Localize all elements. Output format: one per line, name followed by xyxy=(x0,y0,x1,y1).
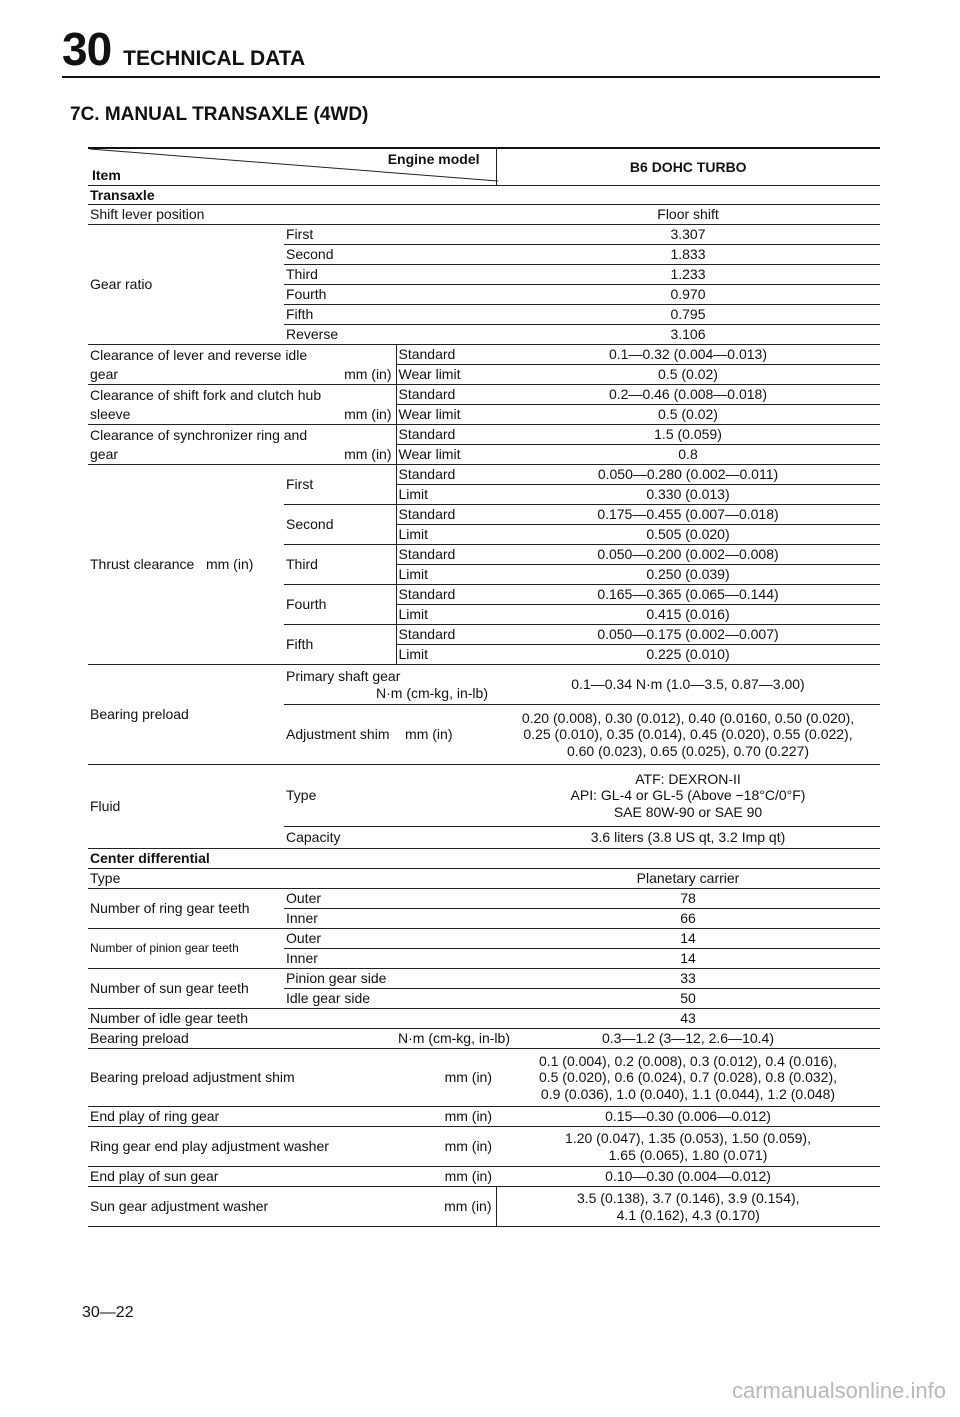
clearance-row xyxy=(88,345,880,365)
adjustment-shim-unit: mm (in) xyxy=(405,726,453,743)
fluid-capacity-label: Capacity xyxy=(284,827,496,849)
thrust-standard-value: 0.050—0.200 (0.002—0.008) xyxy=(496,545,880,565)
gear-ratio-value: 1.233 xyxy=(496,265,880,285)
end-play-ring-unit: mm (in) xyxy=(396,1107,496,1127)
table-row xyxy=(88,1127,880,1167)
shift-lever-label: Shift lever position xyxy=(88,205,496,225)
ring-washer-unit: mm (in) xyxy=(396,1127,496,1167)
clearance-limit-label: Wear limit xyxy=(396,405,496,425)
table-row xyxy=(88,1187,880,1227)
clearance-label-line2: sleeve xyxy=(88,405,284,425)
section-row-center-differential xyxy=(88,849,880,869)
ring-washer-line: 1.65 (0.065), 1.80 (0.071) xyxy=(608,1146,768,1163)
sun-pinion-side-value: 33 xyxy=(496,969,880,989)
clearance-label: Clearance of shift fork and clutch hub xyxy=(88,385,396,405)
bp-shim-line: 0.9 (0.036), 1.0 (0.040), 1.1 (0.044), 1.2 (0.048) xyxy=(540,1085,836,1102)
thrust-limit-value: 0.415 (0.016) xyxy=(496,605,880,625)
header-engine-value: B6 DOHC TURBO xyxy=(496,148,880,186)
clearance-limit-label: Wear limit xyxy=(396,445,496,465)
chapter-title: TECHNICAL DATA xyxy=(123,47,306,70)
thrust-limit-label: Limit xyxy=(396,485,496,505)
sun-teeth-label: Number of sun gear teeth xyxy=(88,969,284,1009)
end-play-sun-value: 0.10—0.30 (0.004—0.012) xyxy=(496,1167,880,1187)
pinion-inner-label: Inner xyxy=(284,949,496,969)
header-item: Item xyxy=(92,166,121,183)
cd-type-label: Type xyxy=(88,869,496,889)
thrust-standard-value: 0.050—0.175 (0.002—0.007) xyxy=(496,625,880,645)
thrust-row xyxy=(88,465,880,485)
sun-washer-values xyxy=(496,1187,880,1227)
gear-ratio-value: 1.833 xyxy=(496,245,880,265)
spec-table xyxy=(88,147,880,1227)
thrust-standard-value: 0.175—0.455 (0.007—0.018) xyxy=(496,505,880,525)
table-row xyxy=(88,1029,880,1049)
idle-teeth-label: Number of idle gear teeth xyxy=(88,1009,496,1029)
thrust-limit-value: 0.225 (0.010) xyxy=(496,645,880,665)
clearance-standard-label: Standard xyxy=(396,425,496,445)
sun-washer-line: 3.5 (0.138), 3.7 (0.146), 3.9 (0.154), xyxy=(576,1190,800,1207)
adjustment-shim-cell xyxy=(284,705,496,765)
thrust-gear: First xyxy=(284,465,396,505)
shift-lever-value: Floor shift xyxy=(496,205,880,225)
fluid-type-line: API: GL-4 or GL-5 (Above −18°C/0°F) xyxy=(570,787,806,804)
thrust-standard-label: Standard xyxy=(396,505,496,525)
gear-ratio-gear: Reverse xyxy=(284,325,496,345)
gear-ratio-value: 3.307 xyxy=(496,225,880,245)
thrust-limit-value: 0.250 (0.039) xyxy=(496,565,880,585)
thrust-unit: mm (in) xyxy=(205,556,254,573)
clearance-row xyxy=(88,445,880,465)
end-play-sun-label: End play of sun gear xyxy=(88,1167,396,1187)
primary-shaft-cell xyxy=(284,665,496,705)
ring-outer-label: Outer xyxy=(284,889,496,909)
thrust-standard-label: Standard xyxy=(396,545,496,565)
page-number: 30—22 xyxy=(82,1304,134,1321)
thrust-limit-label: Limit xyxy=(396,525,496,545)
ring-outer-value: 78 xyxy=(496,889,880,909)
table-row xyxy=(88,1167,880,1187)
thrust-standard-value: 0.165—0.365 (0.065—0.144) xyxy=(496,585,880,605)
thrust-limit-label: Limit xyxy=(396,565,496,585)
sun-washer-label: Sun gear adjustment washer xyxy=(88,1187,396,1227)
primary-shaft-value: 0.1—0.34 N·m (1.0—3.5, 0.87—3.00) xyxy=(496,665,880,705)
clearance-standard-value: 0.2—0.46 (0.008—0.018) xyxy=(496,385,880,405)
adjustment-shim-values xyxy=(496,705,880,765)
table-row xyxy=(88,205,880,225)
thrust-limit-value: 0.505 (0.020) xyxy=(496,525,880,545)
table-row xyxy=(88,929,880,949)
header-diagonal-cell xyxy=(88,148,496,186)
clearance-row xyxy=(88,425,880,445)
thrust-standard-value: 0.050—0.280 (0.002—0.011) xyxy=(496,465,880,485)
clearance-limit-value: 0.5 (0.02) xyxy=(496,405,880,425)
thrust-gear: Second xyxy=(284,505,396,545)
ring-washer-label: Ring gear end play adjustment washer xyxy=(88,1127,396,1167)
clearance-row xyxy=(88,405,880,425)
spec-table-wrapper xyxy=(88,147,880,1227)
ring-inner-label: Inner xyxy=(284,909,496,929)
table-row xyxy=(88,869,880,889)
thrust-label-cell xyxy=(88,465,284,665)
bp-shim-label: Bearing preload adjustment shim xyxy=(88,1049,396,1107)
gear-ratio-gear: Fifth xyxy=(284,305,496,325)
pinion-teeth-label: Number of pinion gear teeth xyxy=(88,929,284,969)
clearance-limit-label: Wear limit xyxy=(396,365,496,385)
clearance-limit-value: 0.8 xyxy=(496,445,880,465)
gear-ratio-gear: Fourth xyxy=(284,285,496,305)
thrust-standard-label: Standard xyxy=(396,465,496,485)
fluid-label: Fluid xyxy=(88,765,284,849)
end-play-ring-value: 0.15—0.30 (0.006—0.012) xyxy=(496,1107,880,1127)
end-play-ring-label: End play of ring gear xyxy=(88,1107,396,1127)
cd-bearing-preload-label: Bearing preload xyxy=(88,1029,396,1049)
thrust-limit-label: Limit xyxy=(396,645,496,665)
sun-pinion-side-label: Pinion gear side xyxy=(284,969,496,989)
sun-washer-line: 4.1 (0.162), 4.3 (0.170) xyxy=(616,1206,760,1223)
table-row xyxy=(88,1009,880,1029)
ring-washer-values xyxy=(496,1127,880,1167)
gear-ratio-value: 0.795 xyxy=(496,305,880,325)
primary-shaft-line1: Primary shaft gear xyxy=(286,668,401,685)
header-rule xyxy=(62,76,880,78)
bp-shim-line: 0.1 (0.004), 0.2 (0.008), 0.3 (0.012), 0.4 (0.016), xyxy=(538,1053,838,1070)
ring-inner-value: 66 xyxy=(496,909,880,929)
bearing-preload-label: Bearing preload xyxy=(88,665,284,765)
bearing-preload-row xyxy=(88,665,880,705)
gear-ratio-value: 0.970 xyxy=(496,285,880,305)
clearance-label-line2: gear xyxy=(88,365,284,385)
gear-ratio-gear: Second xyxy=(284,245,496,265)
gear-ratio-gear: First xyxy=(284,225,496,245)
fluid-capacity-value: 3.6 liters (3.8 US qt, 3.2 Imp qt) xyxy=(496,827,880,849)
end-play-sun-unit: mm (in) xyxy=(396,1167,496,1187)
thrust-gear: Third xyxy=(284,545,396,585)
cd-type-value: Planetary carrier xyxy=(496,869,880,889)
thrust-standard-label: Standard xyxy=(396,585,496,605)
ring-washer-line: 1.20 (0.047), 1.35 (0.053), 1.50 (0.059), xyxy=(565,1130,811,1147)
table-row xyxy=(88,1049,880,1107)
clearance-unit: mm (in) xyxy=(284,405,396,425)
ring-gear-teeth-label: Number of ring gear teeth xyxy=(88,889,284,929)
adjustment-shim-label: Adjustment shim xyxy=(286,726,390,743)
section-title: 7C. MANUAL TRANSAXLE (4WD) xyxy=(70,104,369,125)
fluid-type-line: ATF: DEXRON-II xyxy=(635,771,741,788)
thrust-standard-label: Standard xyxy=(396,625,496,645)
thrust-label: Thrust clearance xyxy=(90,556,195,573)
section-label-center-differential: Center differential xyxy=(88,849,880,869)
fluid-type-label: Type xyxy=(284,765,496,827)
fluid-row xyxy=(88,765,880,827)
gear-ratio-row xyxy=(88,225,880,245)
idle-teeth-value: 43 xyxy=(496,1009,880,1029)
clearance-standard-value: 1.5 (0.059) xyxy=(496,425,880,445)
clearance-label: Clearance of lever and reverse idle xyxy=(88,345,396,365)
sun-idle-side-label: Idle gear side xyxy=(284,989,496,1009)
adjustment-shim-line: 0.25 (0.010), 0.35 (0.014), 0.45 (0.020), 0.55 (0.022), xyxy=(523,726,853,743)
clearance-row xyxy=(88,365,880,385)
fluid-type-line: SAE 80W-90 or SAE 90 xyxy=(613,803,763,820)
clearance-label-line2: gear xyxy=(88,445,284,465)
sun-washer-unit: mm (in) xyxy=(396,1187,496,1227)
fluid-type-values xyxy=(496,765,880,827)
watermark: carmanualsonline.info xyxy=(731,1378,946,1403)
thrust-gear: Fourth xyxy=(284,585,396,625)
bp-shim-line: 0.5 (0.020), 0.6 (0.024), 0.7 (0.028), 0.8 (0.032), xyxy=(538,1069,838,1086)
clearance-row xyxy=(88,385,880,405)
pinion-outer-value: 14 xyxy=(496,929,880,949)
table-header-row xyxy=(88,148,880,186)
sun-idle-side-value: 50 xyxy=(496,989,880,1009)
primary-shaft-line2: N·m (cm-kg, in-lb) xyxy=(376,684,488,701)
clearance-limit-value: 0.5 (0.02) xyxy=(496,365,880,385)
table-row xyxy=(88,889,880,909)
section-row-transaxle xyxy=(88,186,880,205)
clearance-standard-label: Standard xyxy=(396,385,496,405)
cd-bearing-preload-unit: N·m (cm-kg, in-lb) xyxy=(396,1029,496,1049)
table-row xyxy=(88,969,880,989)
adjustment-shim-line: 0.20 (0.008), 0.30 (0.012), 0.40 (0.0160, 0.50 (0.020), xyxy=(521,710,855,727)
clearance-standard-value: 0.1—0.32 (0.004—0.013) xyxy=(496,345,880,365)
bp-shim-unit: mm (in) xyxy=(396,1049,496,1107)
section-label-transaxle: Transaxle xyxy=(88,186,880,205)
header-engine-model: Engine model xyxy=(387,151,480,167)
table-row xyxy=(88,1107,880,1127)
pinion-inner-value: 14 xyxy=(496,949,880,969)
thrust-gear: Fifth xyxy=(284,625,396,665)
clearance-label: Clearance of synchronizer ring and xyxy=(88,425,396,445)
pinion-outer-label: Outer xyxy=(284,929,496,949)
adjustment-shim-line: 0.60 (0.023), 0.65 (0.025), 0.70 (0.227) xyxy=(566,742,810,759)
gear-ratio-value: 3.106 xyxy=(496,325,880,345)
clearance-unit: mm (in) xyxy=(284,365,396,385)
clearance-unit: mm (in) xyxy=(284,445,396,465)
thrust-limit-label: Limit xyxy=(396,605,496,625)
chapter-number: 30 xyxy=(62,23,112,75)
gear-ratio-label: Gear ratio xyxy=(88,225,284,345)
clearance-standard-label: Standard xyxy=(396,345,496,365)
page-header xyxy=(62,22,305,76)
thrust-limit-value: 0.330 (0.013) xyxy=(496,485,880,505)
gear-ratio-gear: Third xyxy=(284,265,496,285)
bp-shim-values xyxy=(496,1049,880,1107)
cd-bearing-preload-value: 0.3—1.2 (3—12, 2.6—10.4) xyxy=(496,1029,880,1049)
